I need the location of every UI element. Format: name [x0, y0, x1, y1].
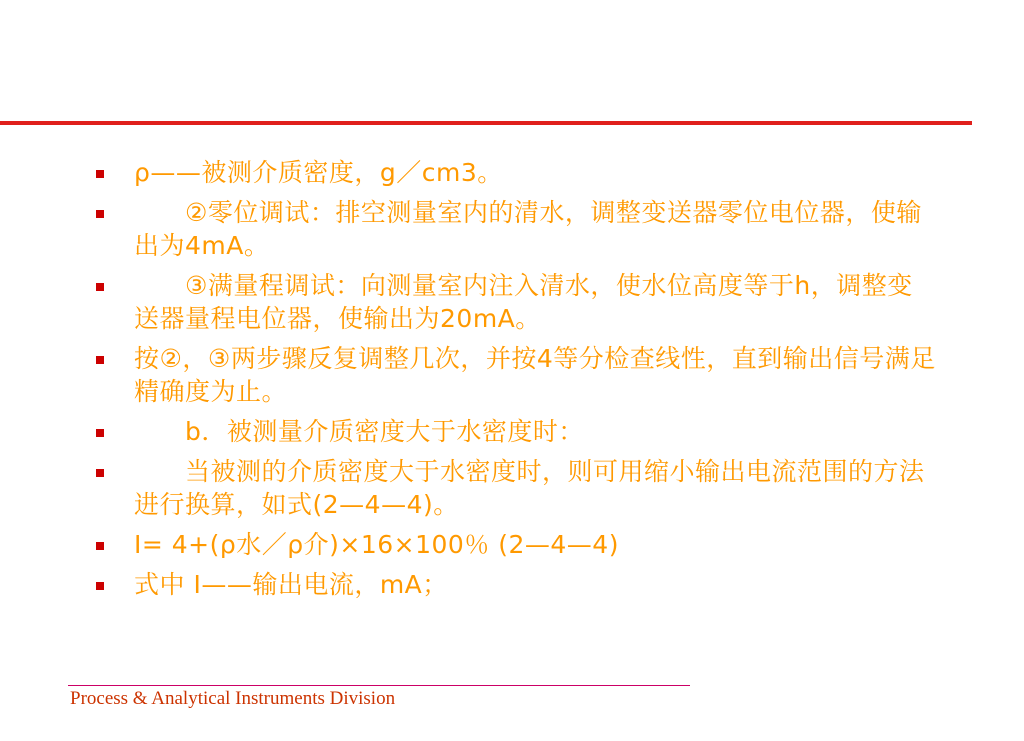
bullet-text: ③满量程调试：向测量室内注入清水，使水位高度等于h，调整变送器量程电位器，使输出为20mA。: [134, 271, 913, 333]
header-divider: [0, 121, 972, 125]
square-bullet-icon: [96, 210, 104, 218]
bullet-item-8: [96, 568, 936, 601]
content-bullet-list: [96, 156, 936, 608]
bullet-item-3: [96, 269, 936, 335]
square-bullet-icon: [96, 582, 104, 590]
bullet-item-7: [96, 528, 936, 561]
bullet-text: ρ——被测介质密度，g／cm3。: [134, 158, 503, 187]
bullet-text: 按②，③两步骤反复调整几次，并按4等分检查线性，直到输出信号满足精确度为止。: [134, 344, 936, 406]
square-bullet-icon: [96, 542, 104, 550]
bullet-item-1: [96, 156, 936, 189]
bullet-text: 式中 I——输出电流，mA；: [134, 570, 448, 599]
footer-divider: [68, 685, 690, 686]
square-bullet-icon: [96, 356, 104, 364]
bullet-text: ②零位调试：排空测量室内的清水，调整变送器零位电位器，使输出为4mA。: [134, 198, 922, 260]
square-bullet-icon: [96, 429, 104, 437]
bullet-text: 当被测的介质密度大于水密度时，则可用缩小输出电流范围的方法进行换算，如式(2—4—4)。: [134, 457, 925, 519]
square-bullet-icon: [96, 469, 104, 477]
bullet-item-5: [96, 415, 936, 448]
footer-division-name: Process & Analytical Instruments Division: [70, 688, 396, 709]
bullet-item-6: [96, 455, 936, 521]
bullet-item-2: [96, 196, 936, 262]
square-bullet-icon: [96, 283, 104, 291]
bullet-text: b．被测量介质密度大于水密度时：: [134, 417, 584, 446]
bullet-text: I= 4+(ρ水／ρ介)×16×100％ (2—4—4): [134, 530, 619, 559]
bullet-item-4: [96, 342, 936, 408]
square-bullet-icon: [96, 170, 104, 178]
